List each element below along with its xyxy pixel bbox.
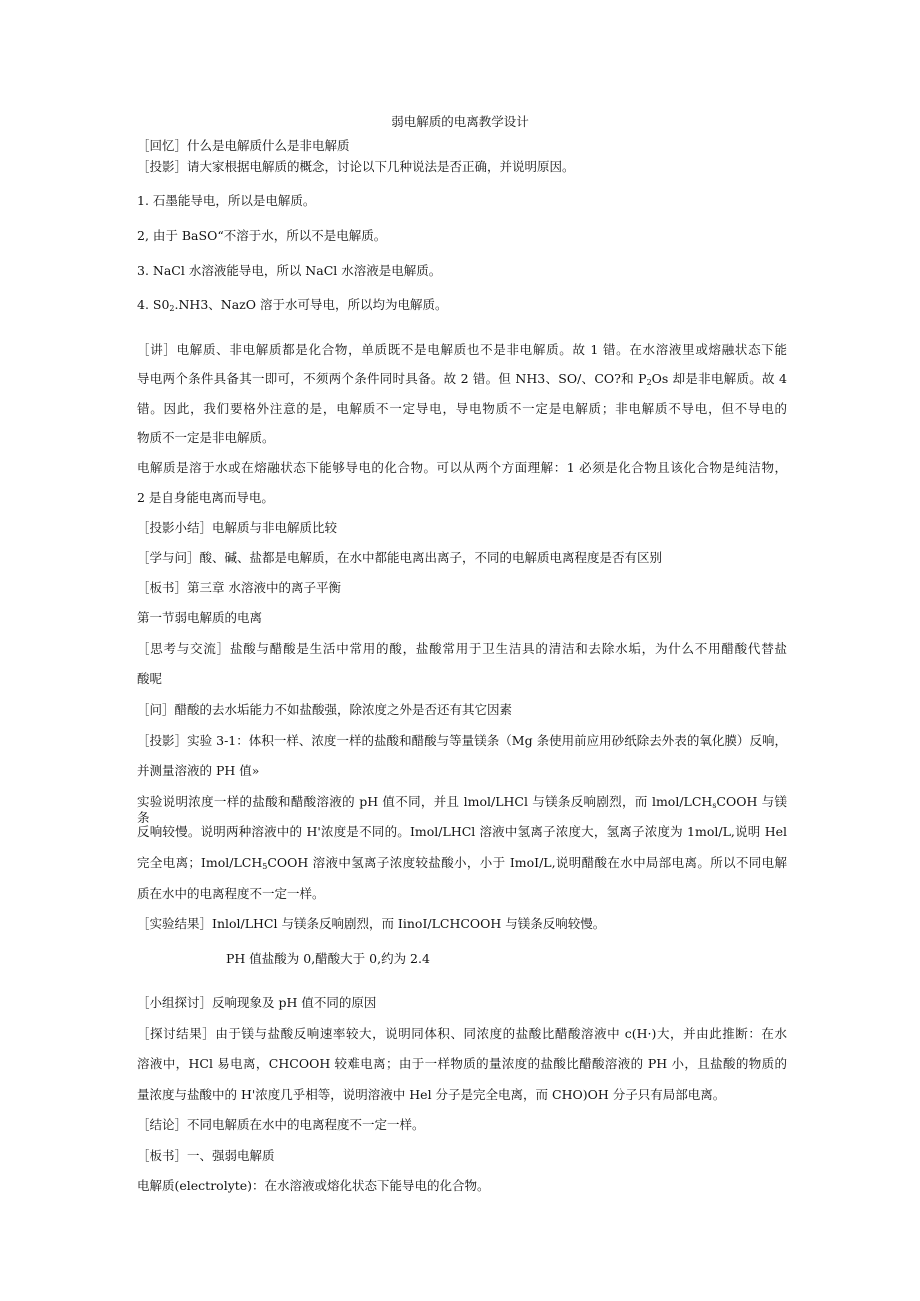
statement-3: 3. NaCl 水溶液能导电，所以 NaCl 水溶液是电解质。 — [137, 263, 442, 278]
projection-summary: ［投影小结］电解质与非电解质比较 — [137, 520, 338, 535]
electrolyte-definition: 电解质(electrolyte)：在水溶液或熔化状态下能导电的化合物。 — [137, 1178, 490, 1193]
recall-line: ［回忆］什么是电解质什么是非电解质 — [137, 138, 350, 153]
statement-4: 4. $S0_2.NH3$、NazO 溶于水可导电，所以均为电解质。 — [137, 297, 448, 313]
group-discussion: ［小组探讨］反响现象及 pH 值不同的原因 — [137, 995, 377, 1010]
statement-1: 1. 石墨能导电，所以是电解质。 — [137, 193, 316, 208]
explanation-line-3: 完全电离；Imol/$LCH_5COOH$ 溶液中氢离子浓度较盐酸小，小于 ImoI/L,说明醋酸在水中局部电离。所以不同电解 — [137, 855, 787, 871]
experiment-line-1: ［投影］实验 3-1：体积一样、浓度一样的盐酸和醋酸与等量镁条（Mg 条使用前应用砂纸除去外表的氧化膜）反响， — [137, 733, 787, 748]
discussion-result-line-1: ［探讨结果］由于镁与盐酸反响速率较大，说明同体积、同浓度的盐酸比醋酸溶液中 c(H·)大，并由此推断：在水 — [137, 1026, 787, 1041]
statement-2: 2, 由于 BaSO“不溶于水，所以不是电解质。 — [137, 228, 387, 243]
definition-line-1: 电解质是溶于水或在熔融状态下能够导电的化合物。可以从两个方面理解：1 必须是化合物且该化合物是纯洁物， — [137, 460, 787, 475]
definition-line-2: 2 是自身能电离而导电。 — [137, 490, 274, 505]
section-heading: 第一节弱电解质的电离 — [137, 610, 263, 625]
think-exchange-line-2: 酸呢 — [137, 671, 163, 686]
learn-and-ask: ［学与问］酸、碱、盐都是电解质，在水中都能电离出离子，不同的电解质电离程度是否有区别 — [137, 550, 663, 565]
board-strong-weak: ［板书］一、强弱电解质 — [137, 1148, 275, 1163]
board-chapter: ［板书］第三章 水溶液中的离子平衡 — [137, 580, 341, 595]
conclusion-line: ［结论］不同电解质在水中的电离程度不一定一样。 — [137, 1117, 425, 1132]
experiment-line-2: 并测量溶液的 PH 值» — [137, 763, 260, 778]
ph-result: PH 值盐酸为 0,醋酸大于 0,约为 2.4 — [226, 951, 430, 966]
lecture-line-2: 导电两个条件具备其一即可，不须两个条件同时具备。故 2 错。但 NH3、SO/、CO?和 $P_2Os$ 却是非电解质。故 4 — [137, 371, 787, 387]
explanation-line-1: 实验说明浓度一样的盐酸和醋酸溶液的 pH 值不同，并且 lmol/LHCl 与镁条反响剧烈，而 lmol/$LCH_sCOOH$ 与镁条 — [137, 794, 787, 825]
question-line: ［问］醋酸的去水垢能力不如盐酸强，除浓度之外是否还有其它因素 — [137, 702, 513, 717]
lecture-line-1: ［讲］电解质、非电解质都是化合物，单质既不是电解质也不是非电解质。故 1 错。在水溶液里或熔融状态下能 — [137, 342, 787, 357]
projection-line: ［投影］请大家根据电解质的概念，讨论以下几种说法是否正确，并说明原因。 — [137, 159, 575, 174]
think-exchange-line-1: ［思考与交流］盐酸与醋酸是生活中常用的酸，盐酸常用于卫生洁具的清洁和去除水垢，为什么不用醋酸代替盐 — [137, 641, 787, 656]
explanation-line-4: 质在水中的电离程度不一定一样。 — [137, 886, 325, 901]
experiment-result: ［实验结果］Inlol/LHCl 与镁条反响剧烈，而 IinoI/LCHCOOH 与镁条反响较慢。 — [137, 916, 606, 931]
lecture-line-4: 物质不一定是非电解质。 — [137, 430, 275, 445]
discussion-result-line-2: 溶液中，HCl 易电离，CHCOOH 较难电离；由于一样物质的量浓度的盐酸比醋酸溶液的 PH 小，且盐酸的物质的 — [137, 1056, 787, 1071]
discussion-result-line-3: 量浓度与盐酸中的 H'浓度几乎相等，说明溶液中 Hel 分子是完全电离，而 CHO)OH 分子只有局部电离。 — [137, 1087, 726, 1102]
document-title: 弱电解质的电离教学设计 — [391, 114, 529, 129]
lecture-line-3: 错。因此，我们要格外注意的是，电解质不一定导电，导电物质不一定是电解质；非电解质不导电，但不导电的 — [137, 401, 787, 416]
explanation-line-2: 反响较慢。说明两种溶液中的 H'浓度是不同的。Imol/LHCl 溶液中氢离子浓度大，氢离子浓度为 1mol/L,说明 Hel — [137, 824, 787, 839]
